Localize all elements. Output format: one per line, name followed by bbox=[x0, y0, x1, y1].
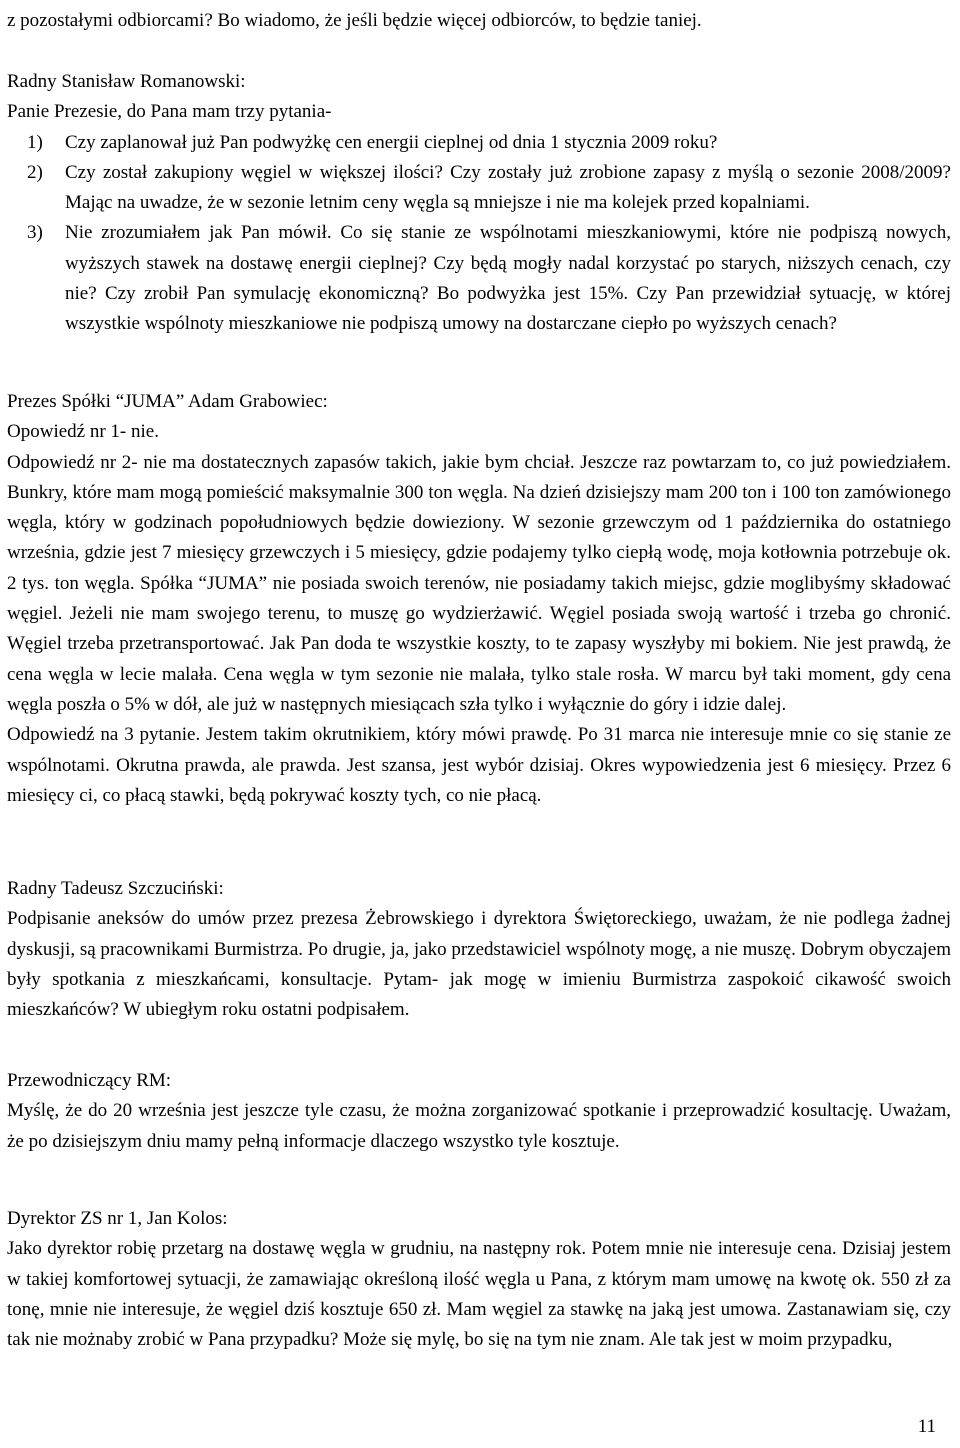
answer-paragraph: Odpowiedź nr 2- nie ma dostatecznych zapasów takich, jakie bym chciał. Jeszcze raz powtarzam to, co już powiedziałem. Bunkry, które mam mogą pomieścić maksymalnie 300 ton węgla. Na dzień dzisiejszy mam 200 ton i 100 ton zamówionego węgla, który w godzinach popołudniowych będzie dowieziony. W sezonie grzewczym od 1 października do ostatniego września, gdzie jest 7 miesięcy grzewczych i 5 miesięcy, gdzie podajemy tylko ciepłą wodę, moja kotłownia potrzebuje ok. 2 tys. ton węgla. Spółka “JUMA” nie posiada swoich terenów, nie posiadamy takich miejsc, gdzie moglibyśmy składować węgiel. Jeżeli nie mam swojego terenu, to muszę go wydzierżawić. Węgiel posiada swoją wartość i trzeba go chronić. Węgiel trzeba przetransportować. Jak Pan doda te wszystkie koszty, to te zapasy wyszłyby mi bokiem. Nie jest prawdą, że cena węgla w lecie malała. Cena węgla w tym sezonie nie malała, tylko stale rosła. W marcu był taki moment, gdy cena węgla poszła o 5% w dół, ale już w następnych miesiącach szła tylko i wyłącznie do góry i idzie dalej. bbox=[7, 451, 951, 715]
question-number: 2) bbox=[27, 161, 43, 183]
section-grabowiec bbox=[7, 387, 951, 811]
page-number: 11 bbox=[917, 1416, 936, 1437]
section-kolos bbox=[7, 1204, 951, 1355]
question-number: 3) bbox=[27, 222, 43, 244]
statement-paragraph: Podpisanie aneksów do umów przez prezesa Żebrowskiego i dyrektora Świętoreckiego, uważam, że nie podlega żadnej dyskusji, są pracownikami Burmistrza. Po drugie, ja, jako przedstawiciel wspólnoty mogę, a nie muszę. Dobrym obyczajem były spotkania z mieszkańcami, konsultacje. Pytam- jak mogę w imieniu Burmistrza zaspokoić cikawość swoich mieszkańców? W ubiegłym roku ostatni podpisałem. bbox=[7, 908, 951, 1021]
question-item bbox=[7, 128, 951, 158]
speaker-kolos: Dyrektor ZS nr 1, Jan Kolos: bbox=[7, 1208, 228, 1229]
answer-paragraph: Opowiedź nr 1- nie. bbox=[7, 421, 159, 443]
section-przewodniczacy bbox=[7, 1066, 951, 1157]
question-number: 1) bbox=[27, 131, 43, 153]
question-item bbox=[7, 218, 951, 339]
question-list bbox=[7, 128, 951, 340]
statement-paragraph: Myślę, że do 20 września jest jeszcze tyle czasu, że można zorganizować spotkanie i przeprowadzić kosultację. Uważam, że po dzisiejszym dniu mamy pełną informacje dlaczego wszystko tyle kosztuje. bbox=[7, 1100, 951, 1152]
romanowski-intro: Panie Prezesie, do Pana mam trzy pytania- bbox=[7, 101, 332, 123]
opening-line: z pozostałymi odbiorcami? Bo wiadomo, że jeśli będzie więcej odbiorców, to będzie taniej. bbox=[7, 10, 702, 31]
section-szczucinski bbox=[7, 874, 951, 1025]
speaker-grabowiec: Prezes Spółki “JUMA” Adam Grabowiec: bbox=[7, 391, 328, 412]
question-text: Nie zrozumiałem jak Pan mówił. Co się stanie ze wspólnotami mieszkaniowymi, które nie podpiszą nowych, wyższych stawek na dostawę energii cieplnej? Czy będą mogły nadal korzystać po starych, niższych cenach, czy nie? Czy zrobił Pan symulację ekonomiczną? Bo podwyżka jest 15%. Czy Pan przewidział sytuację, w której wszystkie wspólnoty mieszkaniowe nie podpiszą umowy na dostarczane ciepło po wyższych cenach? bbox=[65, 222, 951, 335]
question-text: Czy zaplanował już Pan podwyżkę cen energii cieplnej od dnia 1 stycznia 2009 roku? bbox=[65, 131, 718, 153]
speaker-romanowski: Radny Stanisław Romanowski: bbox=[7, 71, 246, 92]
speaker-przewodniczacy: Przewodniczący RM: bbox=[7, 1070, 172, 1091]
question-text: Czy został zakupiony węgiel w większej ilości? Czy zostały już zrobione zapasy z myślą o sezonie 2008/2009? Mając na uwadze, że w sezonie letnim ceny węgla są mniejsze i nie ma kolejek przed kopalniami. bbox=[65, 161, 951, 214]
answer-paragraph: Odpowiedź na 3 pytanie. Jestem takim okrutnikiem, który mówi prawdę. Po 31 marca nie interesuje mnie co się stanie ze wspólnotami. Okrutna prawda, ale prawda. Jest szansa, jest wybór dzisiaj. Okres wypowiedzenia jest 6 miesięcy. Przez 6 miesięcy ci, co płacą stawki, będą pokrywać koszty tych, co nie płacą. bbox=[7, 724, 951, 806]
section-romanowski bbox=[7, 67, 951, 340]
question-item bbox=[7, 158, 951, 219]
speaker-szczucinski: Radny Tadeusz Szczuciński: bbox=[7, 878, 224, 899]
statement-paragraph: Jako dyrektor robię przetarg na dostawę węgla w grudniu, na następny rok. Potem mnie nie interesuje cena. Dzisiaj jestem w takiej komfortowej sytuacji, że zamawiając określoną ilość węgla u Pana, z którym mam umowę na kwotę ok. 550 zł za tonę, mnie nie interesuje, że węgiel dziś kosztuje 650 zł. Mam węgiel za stawkę na jaką jest umowa. Zastanawiam się, czy tak nie możnaby zrobić w Pana przypadku? Może się mylę, bo się na tym nie znam. Ale tak jest w moim przypadku, bbox=[7, 1238, 951, 1351]
